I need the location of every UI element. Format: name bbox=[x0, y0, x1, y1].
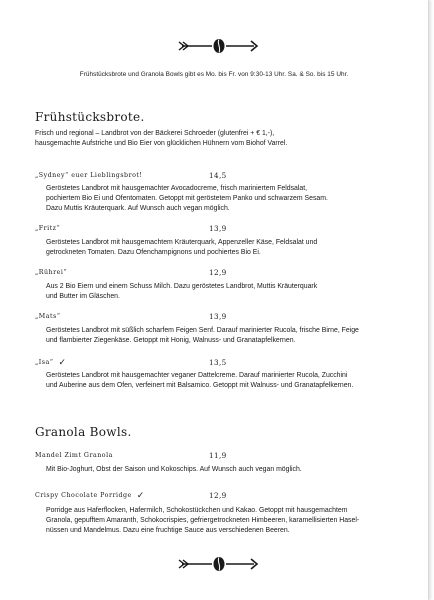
arrow-with-coffee-bean-icon bbox=[178, 38, 260, 54]
item-desc-isa: Geröstetes Landbrot mit hausgemachter veganer Dattelcreme. Darauf marinierter Rucola, Zucchini und Auberine aus dem Ofen, verfeinert mit Balsamico. Getoppt mit Walnuss- und Granatapfelkernen. bbox=[46, 372, 354, 389]
item-name-mats: „Mats“ bbox=[35, 313, 61, 320]
section-title-breads: Frühstücksbrote. bbox=[35, 110, 145, 124]
item-desc-crispy-chocolate-porridge: Porridge aus Haferflocken, Hafermilch, Schokostückchen und Kakao. Getoppt mit hausgemachtem Granola, gepufftem Amaranth, Schokocrispies, gefriergetrockneten Himbeeren, karamellisierten Hasel- nüssen und Mandelmus. Dazu eine fruchtige Sauce aus verschiedenen Beeren. bbox=[46, 507, 360, 534]
arrow-with-coffee-bean-icon bbox=[178, 556, 260, 572]
item-price-crispy-chocolate-porridge: 12,9 bbox=[209, 491, 227, 500]
item-name-sydney: „Sydney“ euer Lieblingsbrot! bbox=[35, 172, 143, 179]
item-desc-fritz: Geröstetes Landbrot mit hausgemachtem Kräuterquark, Appenzeller Käse, Feldsalat und getrockneten Tomaten. Dazu Ofenchampignons und pochiertes Bio Ei. bbox=[46, 239, 318, 256]
item-name-fritz: „Fritz“ bbox=[35, 225, 61, 232]
item-desc-ruehrei: Aus 2 Bio Eiern und einem Schuss Milch. Dazu geröstetes Landbrot, Muttis Kräuterquark und Butter im Gläschen. bbox=[46, 283, 318, 300]
item-price-ruehrei: 12,9 bbox=[209, 268, 227, 277]
vegan-icon: ✓ bbox=[58, 358, 67, 368]
item-price-isa: 13,5 bbox=[209, 358, 227, 367]
breads-intro: Frisch und regional – Landbrot von der Bäckerei Schroeder (glutenfrei + € 1,-), hausgemachte Aufstriche und Bio Eier von glücklichen Hühnern vom Biohof Varrel. bbox=[35, 130, 288, 147]
item-price-sydney: 14,5 bbox=[209, 171, 227, 180]
item-name-ruehrei: „Rührei“ bbox=[35, 269, 68, 276]
item-desc-mandel-zimt-granola: Mit Bio-Joghurt, Obst der Saison und Kokoschips. Auf Wunsch auch vegan möglich. bbox=[46, 466, 302, 473]
item-price-mandel-zimt-granola: 11,9 bbox=[209, 451, 227, 460]
item-price-fritz: 13,9 bbox=[209, 224, 227, 233]
item-price-mats: 13,9 bbox=[209, 312, 227, 321]
section-title-granola: Granola Bowls. bbox=[35, 425, 132, 439]
item-name-mandel-zimt-granola: Mandel Zimt Granola bbox=[35, 452, 113, 459]
vegan-icon: ✓ bbox=[136, 491, 145, 501]
opening-hours-note: Frühstücksbrote und Granola Bowls gibt es Mo. bis Fr. von 9:30-13 Uhr. Sa. & So. bis 15 Uhr. bbox=[79, 71, 349, 78]
item-name-crispy-chocolate-porridge: Crispy Chocolate Porridge ✓ bbox=[35, 491, 145, 501]
item-desc-sydney: Geröstetes Landbrot mit hausgemachter Avocadocreme, frisch mariniertem Feldsalat, pochiertem Bio Ei und Ofentomaten. Getoppt mit geröstetem Panko und schwarzem Sesam. Dazu Muttis Kräuterquark. Auf Wunsch auch vegan möglich. bbox=[46, 185, 328, 212]
item-desc-mats: Geröstetes Landbrot mit süßlich scharfem Feigen Senf. Darauf marinierter Rucola, frische Birne, Feige und flambierter Ziegenkäse. Getoppt mit Honig, Walnuss- und Granatapfelkernen. bbox=[46, 327, 359, 344]
item-name-isa: „Isa“ ✓ bbox=[35, 358, 67, 368]
